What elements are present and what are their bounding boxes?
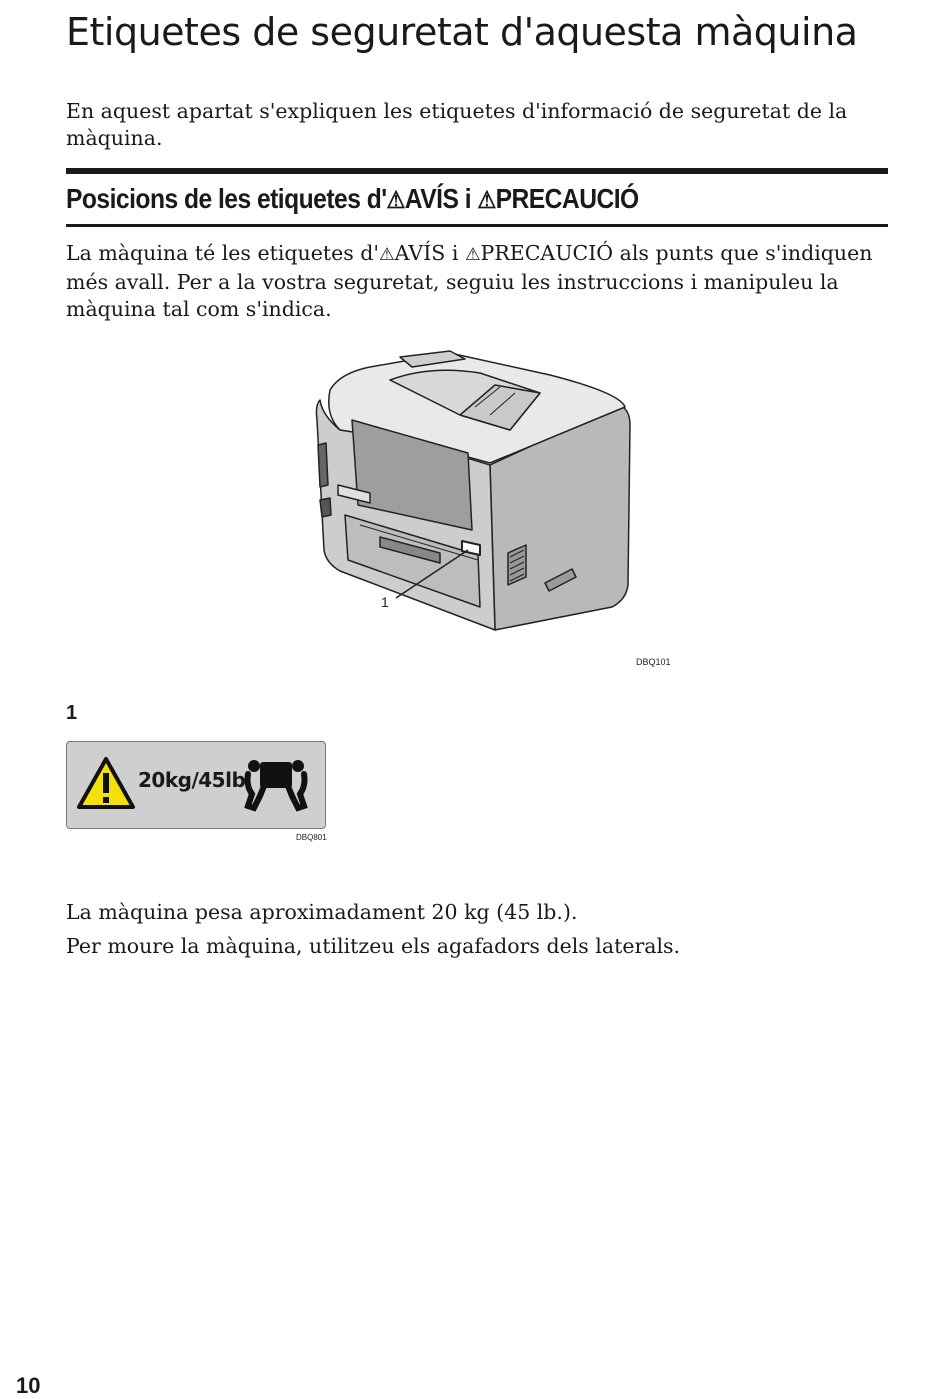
label-code: DBQ801 xyxy=(296,833,327,842)
warning-triangle-icon: ⚠ xyxy=(379,245,395,265)
moving-instruction: Per moure la màquina, utilitzeu els agafadors dels laterals. xyxy=(66,934,681,958)
caution-triangle-icon xyxy=(76,756,136,810)
para-warning-word: AVÍS xyxy=(394,241,446,265)
intro-paragraph: En aquest apartat s'expliquen les etiquetes d'informació de seguretat de la màquina. xyxy=(66,99,848,150)
two-person-lift-icon xyxy=(244,756,308,812)
section-heading xyxy=(66,183,639,215)
para-caution-word: PRECAUCIÓ xyxy=(480,241,614,265)
figure-code: DBQ101 xyxy=(636,657,671,667)
section-top-rule xyxy=(66,168,888,174)
label-item-number: 1 xyxy=(66,702,78,724)
figure-callout-label: 1 xyxy=(381,594,389,610)
para-connector: i xyxy=(445,241,465,265)
section-connector: i xyxy=(458,183,478,214)
caution-triangle-icon: ⚠ xyxy=(464,245,481,265)
page-title: Etiquetes de seguretat d'aquesta màquina xyxy=(66,10,858,54)
warning-triangle-icon: ⚠ xyxy=(386,187,405,214)
weight-label-text: 20kg/45lb xyxy=(138,768,246,792)
para-rest: als punts que s'indiquen més avall. Per a la vostra seguretat, seguiu les instruccions i manipuleu la màquina tal com s'indica. xyxy=(66,241,873,321)
section-caution-word: PRECAUCIÓ xyxy=(495,183,639,214)
section-heading-prefix: Posicions de les etiquetes d' xyxy=(66,183,387,214)
labels-description xyxy=(66,240,896,323)
section-warning-word: AVÍS xyxy=(404,183,459,214)
weight-statement: La màquina pesa aproximadament 20 kg (45 lb.). xyxy=(66,900,578,924)
para-prefix: La màquina té les etiquetes d' xyxy=(66,241,379,265)
caution-triangle-icon: ⚠ xyxy=(477,187,496,214)
section-bottom-rule xyxy=(66,224,888,227)
printer-illustration xyxy=(300,345,640,645)
page-number: 10 xyxy=(16,1373,41,1398)
